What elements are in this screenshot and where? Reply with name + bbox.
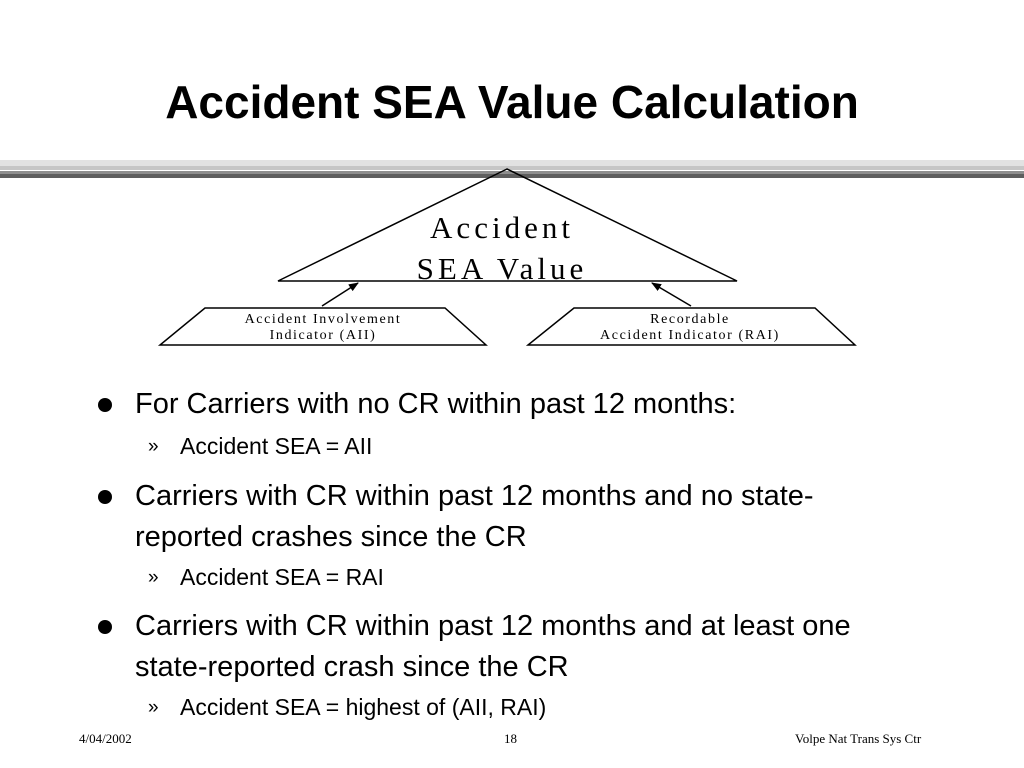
footer-page-number: 18	[504, 731, 517, 746]
rai-label-line2: Accident Indicator (RAI)	[600, 328, 780, 343]
bullet-text-line2: reported crashes since the CR	[135, 521, 527, 553]
aii-label-line2: Indicator (AII)	[269, 328, 377, 343]
bullet-marker	[98, 398, 112, 412]
sub-bullet-text: Accident SEA = RAI	[180, 564, 384, 590]
slide-title: Accident SEA Value Calculation	[165, 76, 859, 128]
sub-bullet-text: Accident SEA = highest of (AII, RAI)	[180, 694, 547, 720]
bullet-marker	[98, 620, 112, 634]
bullet-text-line1: Carriers with CR within past 12 months and no state-	[135, 480, 814, 512]
aii-arrow	[322, 283, 358, 306]
footer-organization: Volpe Nat Trans Sys Ctr	[795, 731, 922, 746]
sub-bullet-marker: »	[148, 567, 159, 588]
bullet-marker	[98, 490, 112, 504]
sub-bullet-marker: »	[148, 697, 159, 718]
aii-label-line1: Accident Involvement	[244, 312, 402, 327]
bullet-text-line2: state-reported crash since the CR	[135, 651, 569, 683]
footer-date: 4/04/2002	[79, 731, 132, 746]
sub-bullet-marker: »	[148, 436, 159, 457]
accident-sea-label-line1: Accident	[430, 210, 574, 245]
rai-arrow	[652, 283, 691, 306]
bullet-text: For Carriers with no CR within past 12 months:	[135, 388, 737, 420]
bullet-text-line1: Carriers with CR within past 12 months and at least one	[135, 610, 851, 642]
bullet-item	[135, 476, 995, 558]
bullet-item	[135, 606, 995, 688]
accident-sea-label-line2: SEA Value	[416, 251, 588, 286]
sub-bullet-text: Accident SEA = AII	[180, 433, 373, 459]
rai-label-line1: Recordable	[650, 312, 730, 327]
bullet-item	[135, 384, 995, 425]
